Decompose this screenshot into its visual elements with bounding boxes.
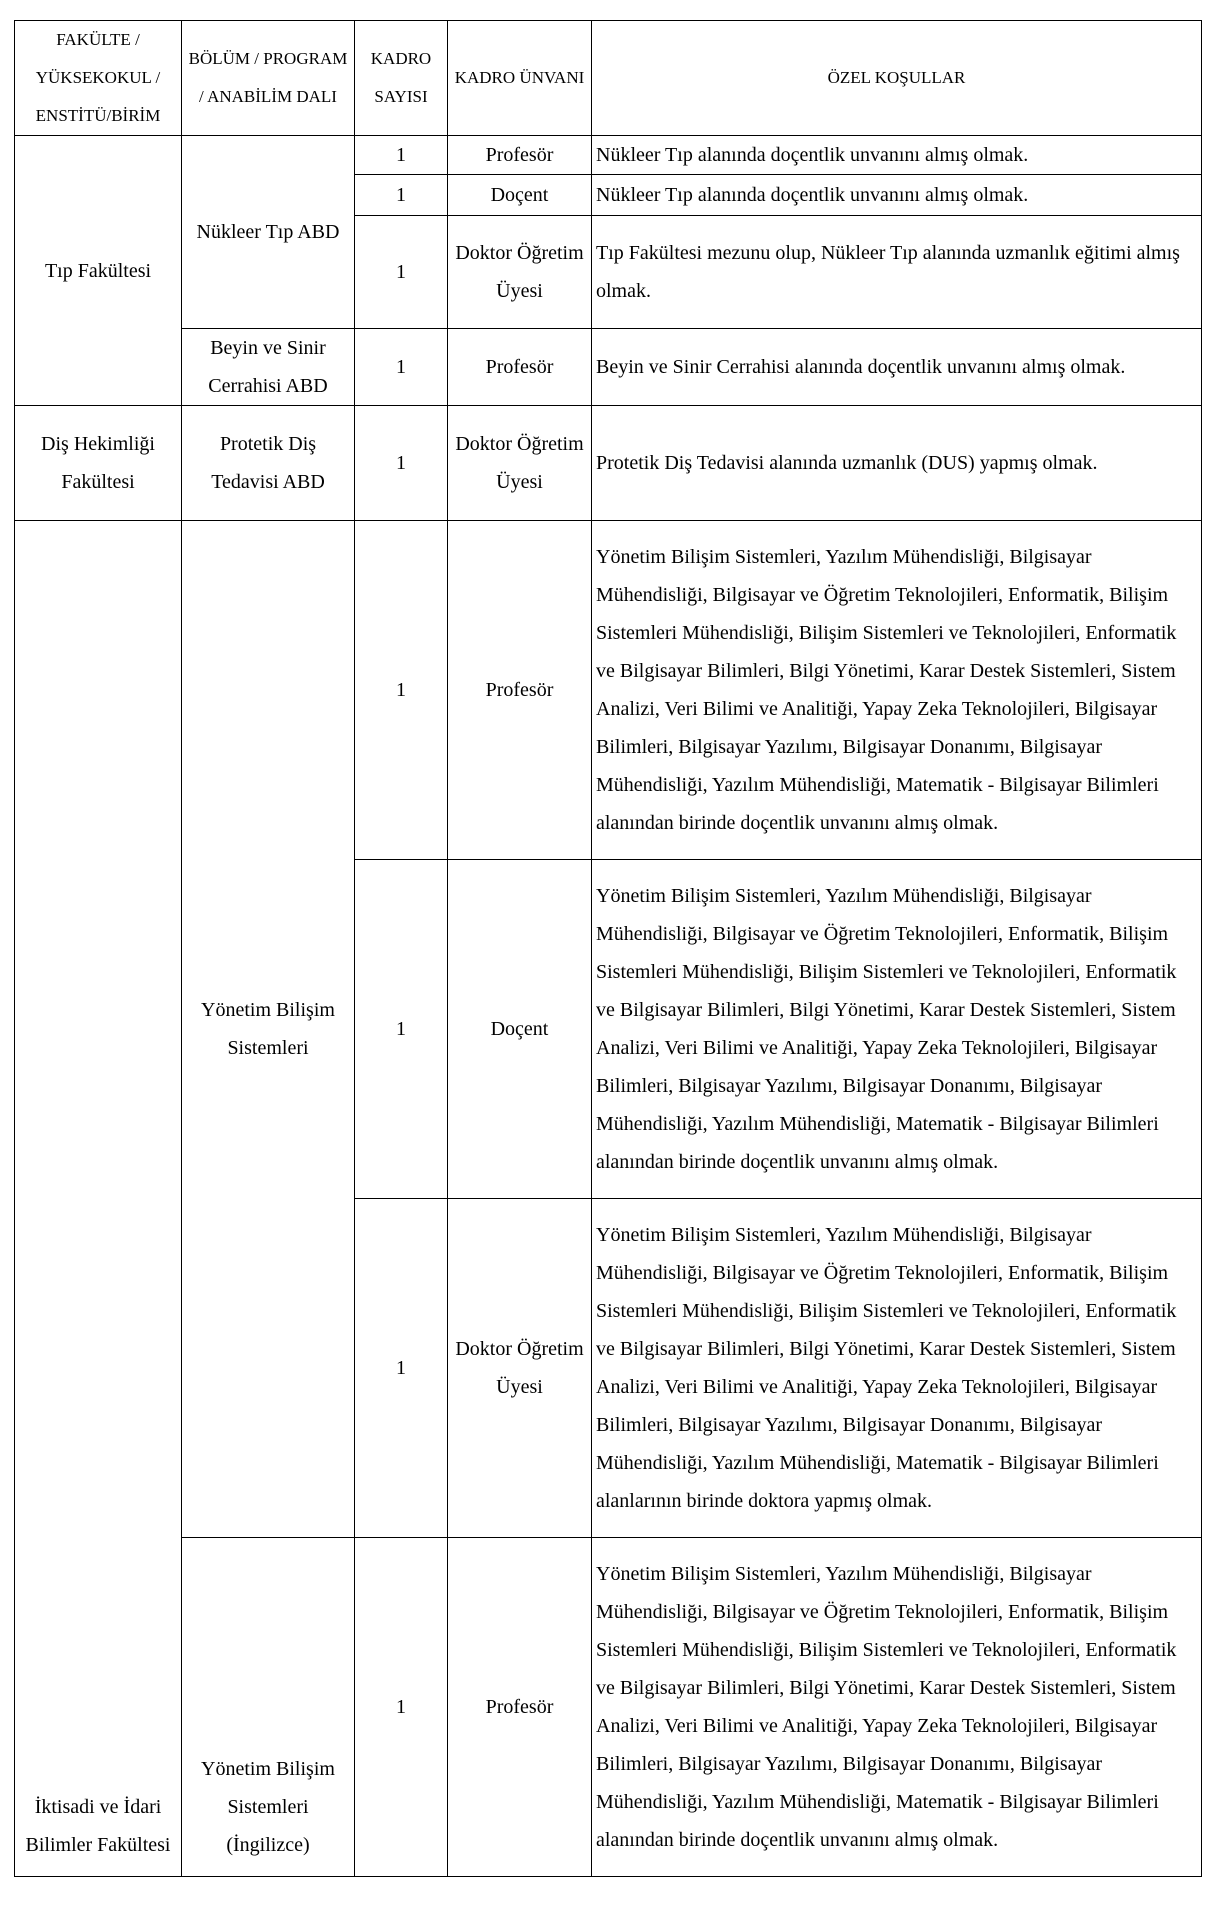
conditions-cell: Protetik Diş Tedavisi alanında uzmanlık (DUS) yapmış olmak. [592, 406, 1202, 521]
conditions-cell: Yönetim Bilişim Sistemleri, Yazılım Mühendisliği, Bilgisayar Mühendisliği, Bilgisayar ve Öğretim Teknolojileri, Enformatik, Bilişim Sistemleri Mühendisliği, Bilişim Sistemleri ve Teknolojileri, Enformatik ve Bilgisayar Bilimleri, Bilgi Yönetimi, Karar Destek Sistemleri, Sistem Analizi, Veri Bilimi ve Analitiği, Yapay Zeka Teknolojileri, Bilgisayar Bilimleri, Bilgisayar Yazılımı, Bilgisayar Donanımı, Bilgisayar Mühendisliği, Yazılım Mühendisliği, Matematik - Bilgisayar Bilimleri alanından birinde doçentlik unvanını almış olmak. [592, 1538, 1202, 1877]
title-cell: Doktor Öğretim Üyesi [448, 216, 592, 329]
title-cell: Doçent [448, 860, 592, 1199]
count-cell: 1 [355, 860, 448, 1199]
conditions-cell: Yönetim Bilişim Sistemleri, Yazılım Mühendisliği, Bilgisayar Mühendisliği, Bilgisayar ve Öğretim Teknolojileri, Enformatik, Bilişim Sistemleri Mühendisliği, Bilişim Sistemleri ve Teknolojileri, Enformatik ve Bilgisayar Bilimleri, Bilgi Yönetimi, Karar Destek Sistemleri, Sistem Analizi, Veri Bilimi ve Analitiği, Yapay Zeka Teknolojileri, Bilgisayar Bilimleri, Bilgisayar Yazılımı, Bilgisayar Donanımı, Bilgisayar Mühendisliği, Yazılım Mühendisliği, Matematik - Bilgisayar Bilimleri alanından birinde doçentlik unvanını almış olmak. [592, 860, 1202, 1199]
department-cell: Yönetim Bilişim Sistemleri (İngilizce) [182, 1538, 355, 1877]
count-cell: 1 [355, 1538, 448, 1877]
header-row [15, 21, 1202, 136]
count-cell: 1 [355, 329, 448, 406]
count-cell: 1 [355, 175, 448, 216]
count-cell: 1 [355, 1199, 448, 1538]
title-cell: Profesör [448, 136, 592, 175]
table-row [15, 136, 1202, 175]
department-cell: Yönetim Bilişim Sistemleri [182, 521, 355, 1538]
table-row [15, 329, 1202, 406]
positions-table [14, 20, 1202, 1877]
department-cell: Protetik Diş Tedavisi ABD [182, 406, 355, 521]
title-cell: Doktor Öğretim Üyesi [448, 1199, 592, 1538]
faculty-cell: Tıp Fakültesi [15, 136, 182, 406]
count-cell: 1 [355, 136, 448, 175]
table-row [15, 406, 1202, 521]
title-cell: Profesör [448, 1538, 592, 1877]
header-conditions: ÖZEL KOŞULLAR [592, 21, 1202, 136]
faculty-cell: Diş Hekimliği Fakültesi [15, 406, 182, 521]
faculty-cell: İktisadi ve İdari Bilimler Fakültesi [15, 521, 182, 1877]
conditions-cell: Yönetim Bilişim Sistemleri, Yazılım Mühendisliği, Bilgisayar Mühendisliği, Bilgisayar ve Öğretim Teknolojileri, Enformatik, Bilişim Sistemleri Mühendisliği, Bilişim Sistemleri ve Teknolojileri, Enformatik ve Bilgisayar Bilimleri, Bilgi Yönetimi, Karar Destek Sistemleri, Sistem Analizi, Veri Bilimi ve Analitiği, Yapay Zeka Teknolojileri, Bilgisayar Bilimleri, Bilgisayar Yazılımı, Bilgisayar Donanımı, Bilgisayar Mühendisliği, Yazılım Mühendisliği, Matematik - Bilgisayar Bilimleri alanından birinde doçentlik unvanını almış olmak. [592, 521, 1202, 860]
header-faculty: FAKÜLTE / YÜKSEKOKUL / ENSTİTÜ/BİRİM [15, 21, 182, 136]
count-cell: 1 [355, 521, 448, 860]
conditions-cell: Nükleer Tıp alanında doçentlik unvanını almış olmak. [592, 136, 1202, 175]
count-cell: 1 [355, 406, 448, 521]
department-cell: Nükleer Tıp ABD [182, 136, 355, 329]
table-row [15, 1538, 1202, 1877]
header-title: KADRO ÜNVANI [448, 21, 592, 136]
title-cell: Doçent [448, 175, 592, 216]
conditions-cell: Nükleer Tıp alanında doçentlik unvanını almış olmak. [592, 175, 1202, 216]
header-count: KADRO SAYISI [355, 21, 448, 136]
conditions-cell: Beyin ve Sinir Cerrahisi alanında doçentlik unvanını almış olmak. [592, 329, 1202, 406]
department-cell: Beyin ve Sinir Cerrahisi ABD [182, 329, 355, 406]
header-department: BÖLÜM / PROGRAM / ANABİLİM DALI [182, 21, 355, 136]
count-cell: 1 [355, 216, 448, 329]
title-cell: Profesör [448, 521, 592, 860]
title-cell: Doktor Öğretim Üyesi [448, 406, 592, 521]
table-row [15, 521, 1202, 860]
conditions-cell: Yönetim Bilişim Sistemleri, Yazılım Mühendisliği, Bilgisayar Mühendisliği, Bilgisayar ve Öğretim Teknolojileri, Enformatik, Bilişim Sistemleri Mühendisliği, Bilişim Sistemleri ve Teknolojileri, Enformatik ve Bilgisayar Bilimleri, Bilgi Yönetimi, Karar Destek Sistemleri, Sistem Analizi, Veri Bilimi ve Analitiği, Yapay Zeka Teknolojileri, Bilgisayar Bilimleri, Bilgisayar Yazılımı, Bilgisayar Donanımı, Bilgisayar Mühendisliği, Yazılım Mühendisliği, Matematik - Bilgisayar Bilimleri alanlarının birinde doktora yapmış olmak. [592, 1199, 1202, 1538]
conditions-cell: Tıp Fakültesi mezunu olup, Nükleer Tıp alanında uzmanlık eğitimi almış olmak. [592, 216, 1202, 329]
title-cell: Profesör [448, 329, 592, 406]
